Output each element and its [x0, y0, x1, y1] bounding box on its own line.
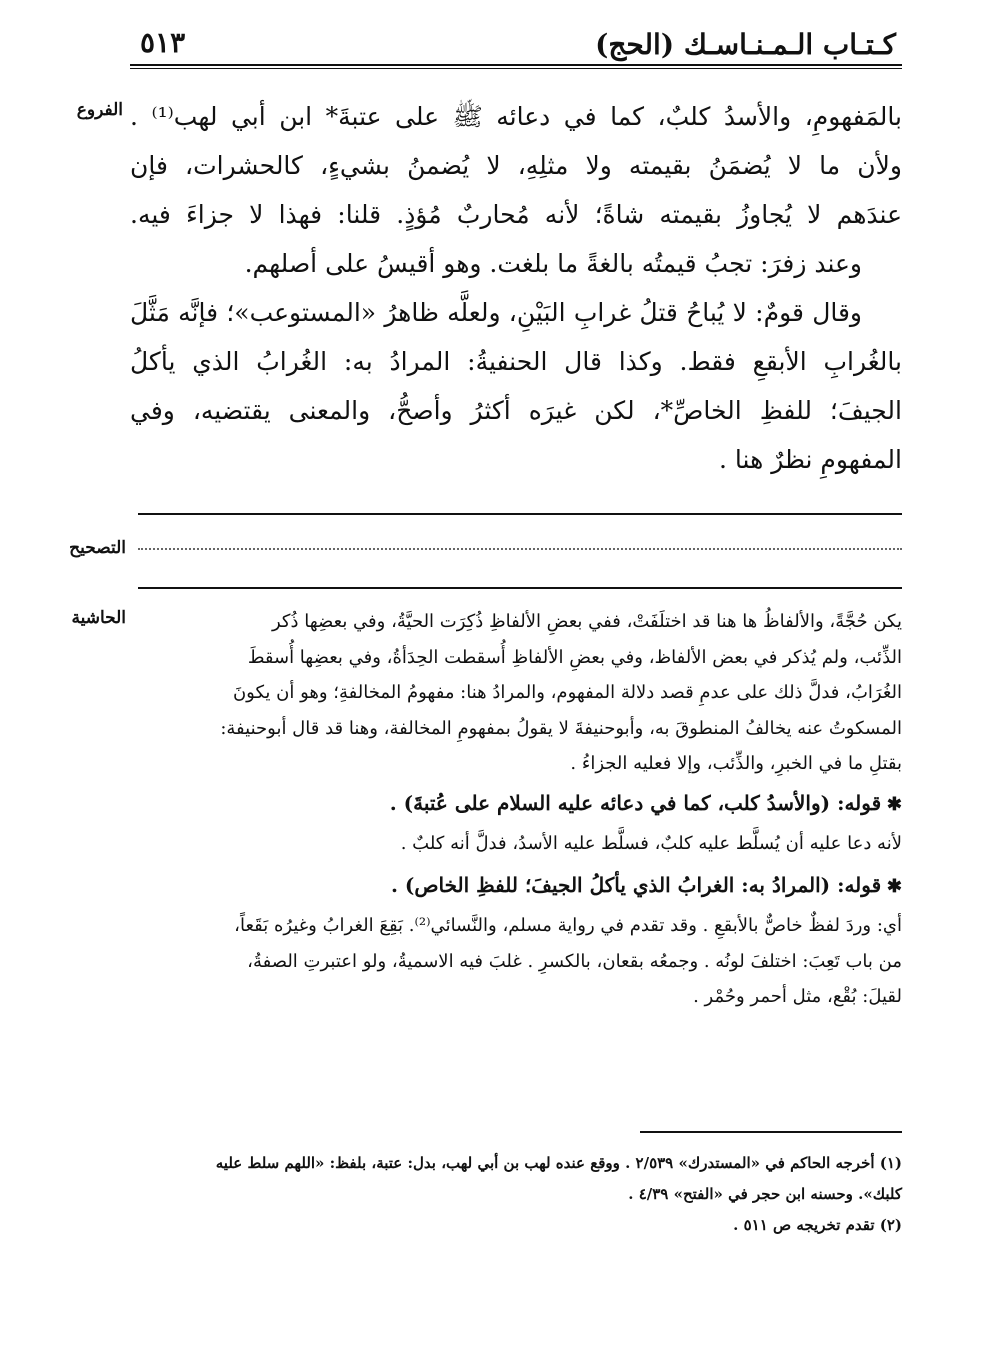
- hashiya-commentary: [130, 604, 902, 1015]
- hashiya-line: لقيلَ: بُقْع، مثل أحمر وحُمْر .: [693, 986, 902, 1007]
- side-label-hashiya: الحاشية: [71, 608, 126, 628]
- hashiya-line: المسكوتُ عنه يخالفُ المنطوقَ به، وأبوحنيفةَ لا يقولُ بمفهومِ المخالفة، وهنا قد قال أبوحنيفة:: [220, 717, 902, 739]
- footnote-rule: [640, 1131, 902, 1133]
- tashih-rule-bottom: [138, 587, 902, 589]
- footnote-line: كلبك». وحسنه ابن حجر في «الفتح» ٤/٣٩ .: [628, 1185, 902, 1203]
- main-line: وقال قومٌ: لا يُباحُ قتلُ غرابِ البَيْنِ، ولعلَّه ظاهرُ «المستوعب»؛ فإنَّه مَثَّلَ: [130, 298, 862, 327]
- tashih-dotted-line: [138, 548, 902, 550]
- main-text: [130, 92, 902, 484]
- header-rule-thin: [130, 68, 902, 69]
- quote-heading: قوله: (والأسدُ كلب، كما في دعائه عليه السلام على عُتبةَ) .: [389, 790, 882, 815]
- main-line: عندَهم لا يُجاوزُ بقيمته شاةً؛ لأنه مُحاربٌ مُؤذٍ. قلنا: فهذا لا جزاءَ فيه.: [130, 200, 902, 229]
- hashiya-line: يكن حُجَّةً، والألفاظُ ها هنا قد اختلَفَتْ، ففي بعضِ الألفاظِ ذُكِرَت الحيَّةُ، وفي بعضِها ذُكر: [272, 611, 902, 632]
- hashiya-line: الغُرَابُ، فدلَّ ذلك على عدمِ قصد دلالة المفهوم، والمرادُ هنا: مفهومُ المخالفةِ؛ وهو أن يكونَ: [232, 682, 902, 703]
- hashiya-line: بقتلِ ما في الخبرِ، والذِّئب، وإلا فعليه الجزاءُ .: [570, 753, 902, 774]
- hashiya-line: لأنه دعا عليه أن يُسلَّط عليه كلبٌ، فسلَّط عليه الأسدُ، فدلَّ أنه كلبٌ .: [400, 833, 902, 854]
- side-label-tashih: التصحيح: [69, 538, 126, 558]
- main-line: بالمَفهومِ، والأسدُ كلبٌ، كما في دعائه ﷺ على عتبةَ* ابن أبي لهب⁽¹⁾ .: [130, 102, 902, 131]
- hashiya-quote: [130, 786, 902, 823]
- running-header-title: كـتـاب الـمـنـاسـك (الحج): [595, 28, 896, 61]
- quote-heading: قوله: (المرادُ به: الغرابُ الذي يأكلُ الجيفَ؛ للفظِ الخاص) .: [390, 872, 882, 897]
- main-line: المفهومِ نظرٌ هنا .: [719, 445, 902, 474]
- footnotes: [130, 1148, 902, 1241]
- page-number: ٥١٣: [140, 26, 186, 59]
- footnote-line: (٢) تقدم تخريجه ص ٥١١ .: [733, 1216, 902, 1234]
- footnote-line: (١) أخرجه الحاكم في «المستدرك» ٢/٥٣٩ . ووقع عنده لهب بن أبي لهب، بدل: عتبة، بلفظ: «اللهم سلط عليه: [215, 1154, 902, 1172]
- hashiya-line: من باب تَعِبَ: اختلفَ لونُه . وجمعُه بقعان، بالكسرِ . غلبَ فيه الاسميةُ، ولو اعتبرتِ الصفةُ،: [247, 950, 902, 972]
- main-line: بالغُرابِ الأبقعِ فقط. وكذا قال الحنفيةُ: المرادُ به: الغُرابُ الذي يأكلُ: [130, 347, 902, 376]
- main-line: الجيفَ؛ للفظِ الخاصِّ*، لكن غيرَه أكثرُ وأصحُّ، والمعنى يقتضيه، وفي: [130, 396, 902, 425]
- hashiya-line: الذِّئب، ولم يُذكر في بعض الألفاظ، وفي بعضِ الألفاظِ أُسقطت الحِدَأةُ، وفي بعضِها أُسقطَ: [247, 646, 902, 668]
- star-marker-icon: ✱: [886, 875, 902, 897]
- hashiya-line: أي: وردَ لفظٌ خاصٌّ بالأبقعِ . وقد تقدم في رواية مسلم، والنَّسائي⁽²⁾. بَقِعَ الغرابُ وغيرُه بَقَعاً،: [234, 915, 902, 936]
- main-line: وعند زفرَ: تجبُ قيمتُه بالغةً ما بلغت. وهو أقيسُ على أصلهم.: [244, 249, 862, 278]
- header-rule: [130, 64, 902, 66]
- main-line: ولأن ما لا يُضمَنُ بقيمته ولا مثلِهِ، لا يُضمنُ بشيءٍ، كالحشرات، فإن: [130, 151, 902, 180]
- tashih-rule-top: [138, 513, 902, 515]
- side-label-furu: الفروع: [76, 100, 123, 120]
- hashiya-quote: [130, 868, 902, 905]
- star-marker-icon: ✱: [886, 793, 902, 815]
